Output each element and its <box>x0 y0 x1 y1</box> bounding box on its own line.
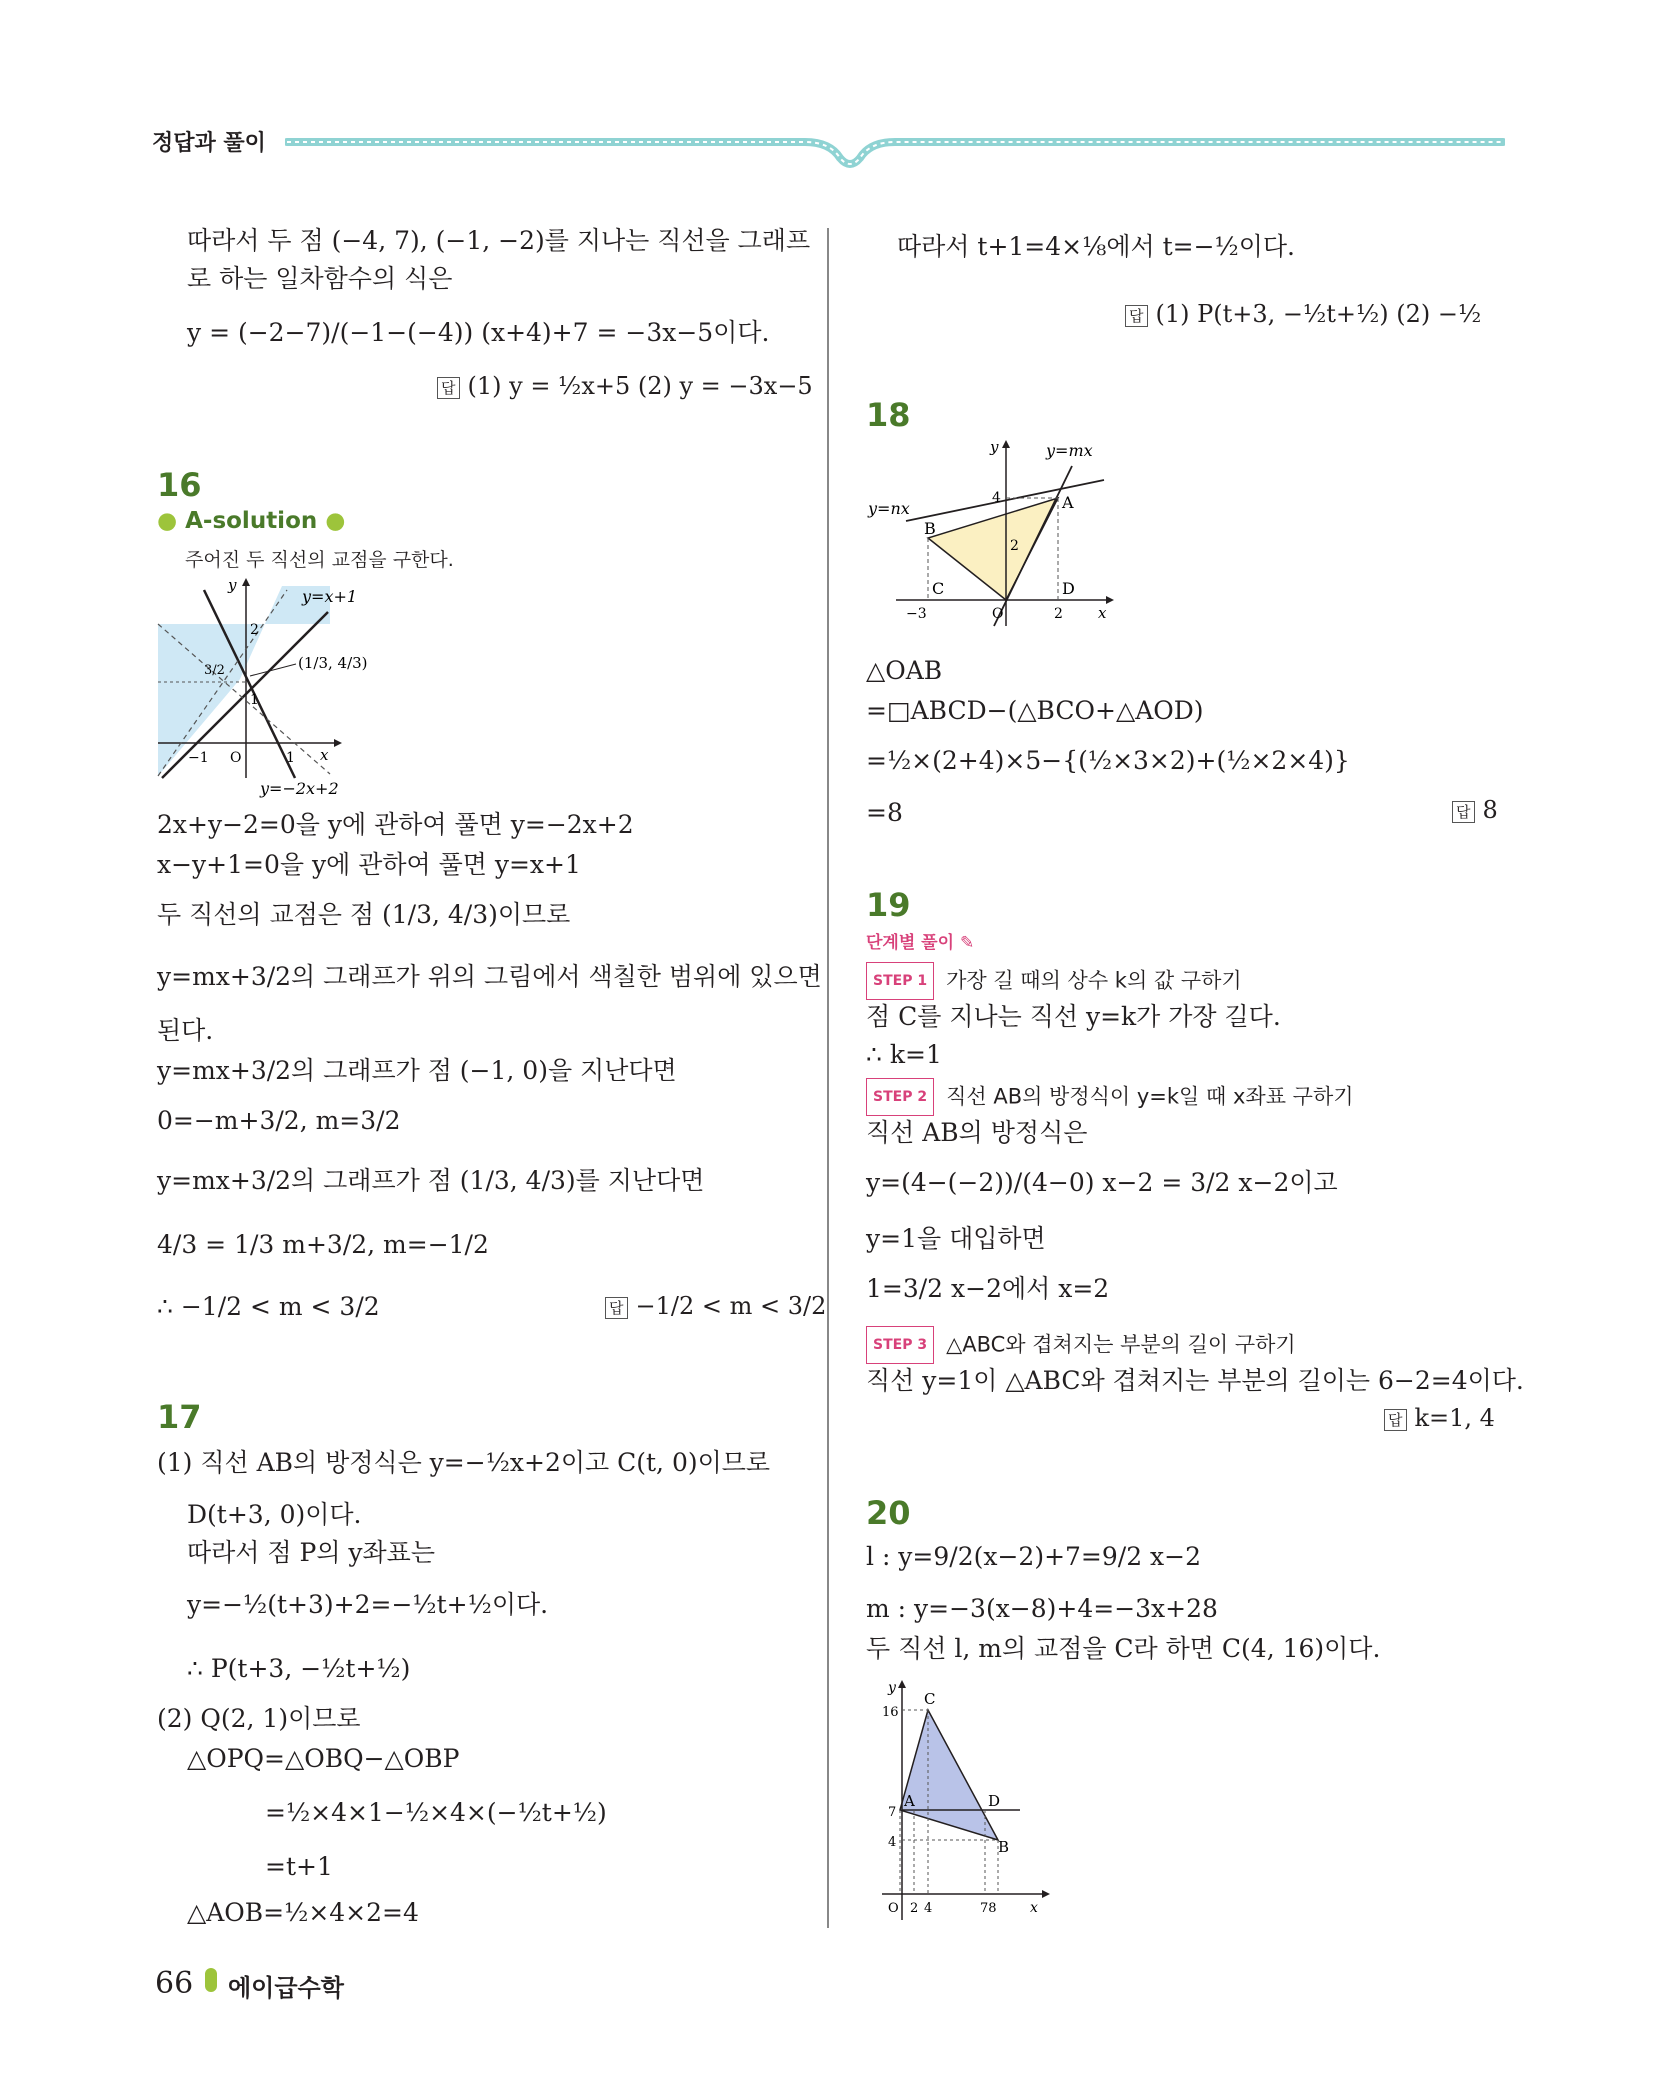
point-b: B <box>998 1838 1010 1856</box>
text-line: 4/3 = 1/3 m+3/2, m=−1/2 <box>157 1230 489 1259</box>
text-line: =□ABCD−(△BCO+△AOD) <box>866 696 1204 725</box>
tick-2: 2 <box>1010 538 1019 554</box>
step-heading <box>866 962 1242 1000</box>
tick-1: 1 <box>250 692 259 708</box>
label-y: y <box>888 1680 896 1696</box>
label-line1: y=x+1 <box>302 587 358 606</box>
text-line: 직선 y=1이 △ABC와 겹쳐지는 부분의 길이는 6−2=4이다. <box>866 1366 1524 1395</box>
steps-label-text: 단계별 풀이 <box>866 933 955 953</box>
text-line: y=(4−(−2))/(4−0) x−2 = 3/2 x−2이고 <box>866 1168 1338 1197</box>
axis-arrow <box>1002 440 1010 448</box>
point-c: C <box>932 579 945 598</box>
text-line: 따라서 t+1=4×⅛에서 t=−½이다. <box>897 232 1295 261</box>
answer-text: k=1, 4 <box>1414 1404 1495 1432</box>
text-line: y=mx+3/2의 그래프가 점 (−1, 0)을 지난다면 <box>157 1056 677 1085</box>
text-line: 로 하는 일차함수의 식은 <box>187 264 453 293</box>
tick-x2: 2 <box>1054 606 1063 622</box>
text-line: 점 C를 지나는 직선 y=k가 가장 길다. <box>866 1002 1281 1031</box>
tick-origin: O <box>992 606 1004 622</box>
tick-x4: 4 <box>924 1901 933 1916</box>
book-logo-icon <box>205 1968 217 1992</box>
text-line: △OPQ=△OBQ−△OBP <box>187 1744 460 1773</box>
triangle-abc <box>900 1710 1001 1840</box>
tick-neg1: −1 <box>188 750 209 766</box>
text-line: D(t+3, 0)이다. <box>187 1500 362 1529</box>
answer <box>605 1292 826 1320</box>
answer-text: −1/2 < m < 3/2 <box>635 1292 827 1320</box>
graph-20 <box>880 1676 1060 1926</box>
tick-7: 7 <box>888 1805 897 1820</box>
bullet-icon: ● <box>157 508 178 534</box>
label-x: x <box>1098 604 1107 622</box>
tick-2: 2 <box>250 622 259 638</box>
text-line: y=mx+3/2의 그래프가 위의 그림에서 색칠한 범위에 있으면 <box>157 962 822 991</box>
step-tag: STEP 2 <box>866 1078 934 1116</box>
tick-origin: O <box>888 1901 899 1916</box>
answer-icon: 답 <box>605 1297 628 1319</box>
point-d: D <box>1062 579 1075 598</box>
text-line: y=−½(t+3)+2=−½t+½이다. <box>187 1590 549 1619</box>
text-line: ∴ k=1 <box>866 1040 942 1069</box>
point-b: B <box>924 519 936 538</box>
text-line: 따라서 두 점 (−4, 7), (−1, −2)를 지나는 직선을 그래프 <box>187 226 811 255</box>
tick-x1: 1 <box>286 750 295 766</box>
a-solution-label <box>157 508 345 534</box>
question-number: 18 <box>866 396 911 434</box>
a-solution-text: A-solution <box>185 508 318 534</box>
text-line: ∴ −1/2 < m < 3/2 <box>157 1292 380 1321</box>
answer-icon: 답 <box>1125 305 1148 327</box>
answer <box>1384 1404 1495 1432</box>
graph-18 <box>866 436 1126 636</box>
label-x: x <box>320 746 329 764</box>
tick-x2: 2 <box>910 1901 919 1916</box>
text-line: 두 직선 l, m의 교점을 C라 하면 C(4, 16)이다. <box>866 1634 1381 1663</box>
answer <box>1125 300 1481 328</box>
label-ynx: y=nx <box>868 499 910 518</box>
text-line: ∴ P(t+3, −½t+½) <box>187 1654 411 1683</box>
axis-arrow <box>1106 596 1114 604</box>
answer-icon: 답 <box>437 377 460 399</box>
step-tag: STEP 3 <box>866 1326 934 1364</box>
column-divider <box>827 228 829 1928</box>
text-line: x−y+1=0을 y에 관하여 풀면 y=x+1 <box>157 850 581 879</box>
answer-text: (1) y = ½x+5 (2) y = −3x−5 <box>467 372 813 400</box>
answer-icon: 답 <box>1452 801 1475 823</box>
text-line: 직선 AB의 방정식은 <box>866 1118 1088 1147</box>
text-line: y = (−2−7)/(−1−(−4)) (x+4)+7 = −3x−5이다. <box>187 318 770 347</box>
label-line2: y=−2x+2 <box>260 779 339 798</box>
text-line: m : y=−3(x−8)+4=−3x+28 <box>866 1594 1218 1623</box>
book-title: 에이급수학 <box>228 1974 344 2002</box>
text-line: l : y=9/2(x−2)+7=9/2 x−2 <box>866 1542 1202 1571</box>
answer-text: (1) P(t+3, −½t+½) (2) −½ <box>1155 300 1482 328</box>
point-d: D <box>988 1792 1001 1810</box>
tick-3-2: 3/2 <box>204 663 225 678</box>
text-line: 2x+y−2=0을 y에 관하여 풀면 y=−2x+2 <box>157 810 634 839</box>
answer <box>1452 796 1498 824</box>
label-y: y <box>228 578 237 594</box>
text-line: 0=−m+3/2, m=3/2 <box>157 1106 401 1135</box>
axis-arrow <box>898 1680 906 1688</box>
step-heading <box>866 1078 1354 1116</box>
text-line: =8 <box>866 798 903 827</box>
text-line: (2) Q(2, 1)이므로 <box>157 1704 361 1733</box>
point-a: A <box>904 1792 915 1810</box>
answer-text: 8 <box>1482 796 1498 824</box>
step-heading <box>866 1326 1296 1364</box>
text-line: =½×4×1−½×4×(−½t+½) <box>265 1798 607 1827</box>
header-title: 정답과 풀이 <box>152 131 266 156</box>
bullet-icon: ● <box>325 508 346 534</box>
question-number: 16 <box>157 466 202 504</box>
text-line: y=1을 대입하면 <box>866 1224 1046 1253</box>
tick-4: 4 <box>888 1835 897 1850</box>
header-wave-decoration <box>285 130 1505 180</box>
tick-neg3: −3 <box>906 606 927 622</box>
question-number: 20 <box>866 1494 911 1532</box>
axis-arrow <box>1042 1890 1050 1898</box>
step-tag: STEP 1 <box>866 962 934 1000</box>
text-line: y=mx+3/2의 그래프가 점 (1/3, 4/3)를 지난다면 <box>157 1166 705 1195</box>
point-a: A <box>1062 493 1074 512</box>
axis-arrow <box>242 578 250 586</box>
tick-4: 4 <box>992 490 1001 506</box>
tick-x78: 78 <box>980 1901 997 1916</box>
text-line: 두 직선의 교점은 점 (1/3, 4/3)이므로 <box>157 900 571 929</box>
label-ymx: y=mx <box>1046 441 1093 460</box>
page-number: 66 <box>155 1966 194 2001</box>
point-c: C <box>924 1690 936 1708</box>
text-line: △OAB <box>866 656 943 685</box>
graph-16 <box>152 578 392 798</box>
text-line: △AOB=½×4×2=4 <box>187 1898 419 1927</box>
a-solution-hint: 주어진 두 직선의 교점을 구한다. <box>185 549 454 571</box>
answer-icon: 답 <box>1384 1409 1407 1431</box>
label-x: x <box>1030 1900 1038 1916</box>
step-title: 직선 AB의 방정식이 y=k일 때 x좌표 구하기 <box>946 1084 1354 1109</box>
tick-16: 16 <box>882 1705 899 1720</box>
axis-arrow <box>334 739 342 747</box>
text-line: 1=3/2 x−2에서 x=2 <box>866 1274 1110 1303</box>
step-title: 가장 길 때의 상수 k의 값 구하기 <box>946 968 1242 993</box>
question-number: 17 <box>157 1398 202 1436</box>
text-line: 따라서 점 P의 y좌표는 <box>187 1538 435 1567</box>
label-intersection: (1/3, 4/3) <box>298 654 368 672</box>
text-line: =t+1 <box>265 1852 333 1881</box>
label-y: y <box>990 438 999 456</box>
text-line: =½×(2+4)×5−{(½×3×2)+(½×2×4)} <box>866 746 1350 775</box>
answer <box>437 372 813 400</box>
step-title: △ABC와 겹쳐지는 부분의 길이 구하기 <box>946 1332 1296 1357</box>
text-line: 된다. <box>157 1016 214 1045</box>
text-line: (1) 직선 AB의 방정식은 y=−½x+2이고 C(t, 0)이므로 <box>157 1448 771 1477</box>
pencil-icon: ✎ <box>959 933 975 953</box>
steps-label <box>866 928 974 953</box>
tick-origin: O <box>230 750 242 766</box>
question-number: 19 <box>866 886 911 924</box>
